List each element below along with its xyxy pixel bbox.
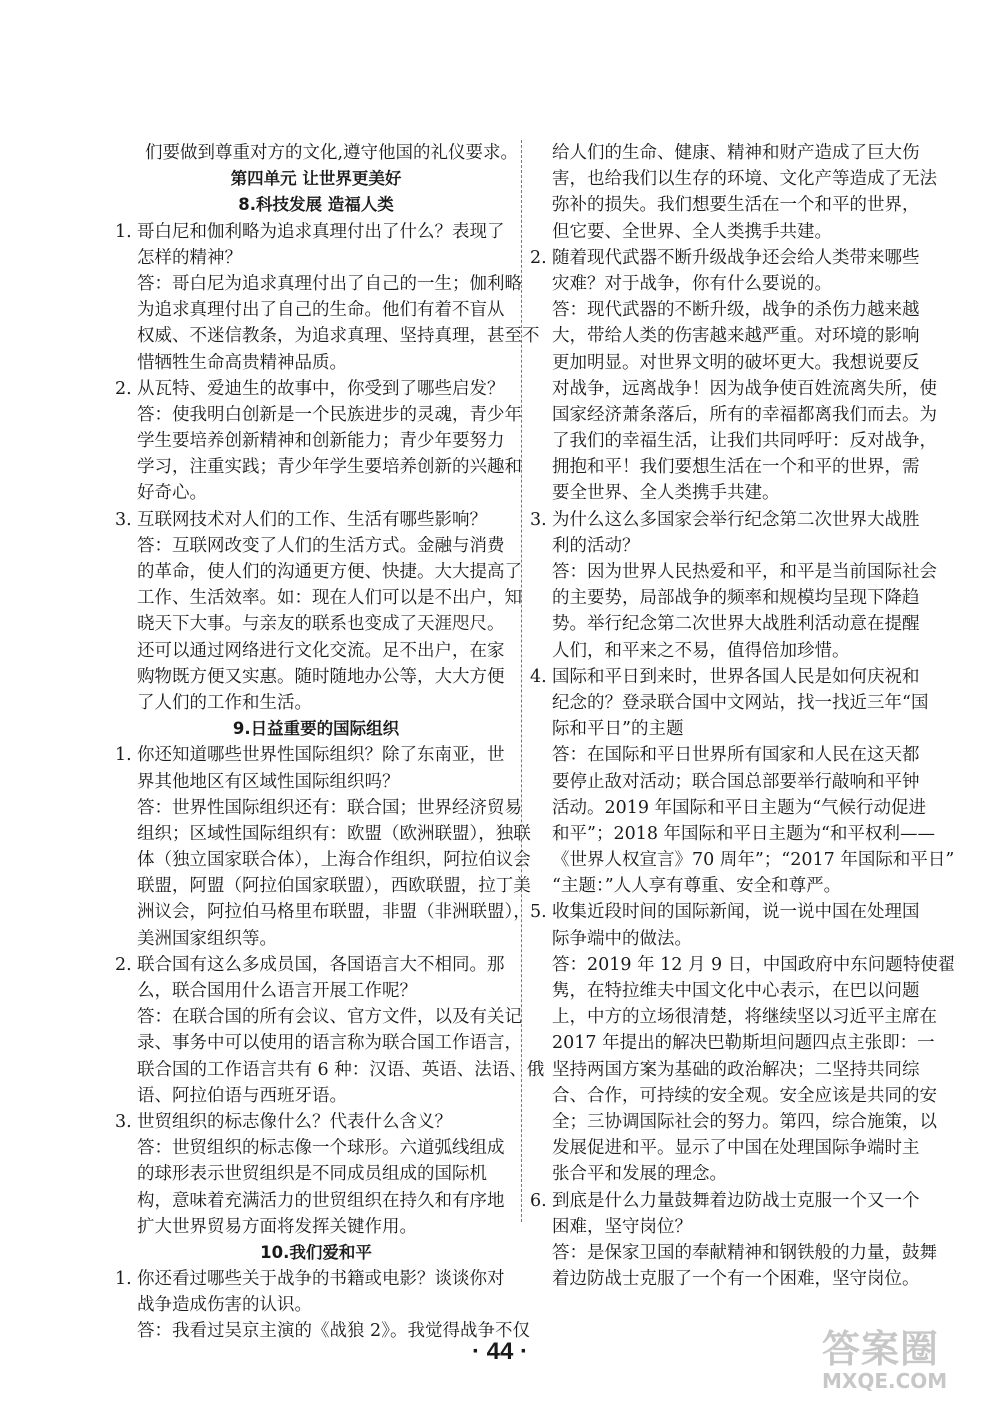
answer-10-4: 答：在国际和平日世界所有国家和人民在这天都 要停止敌对活动；联合国总部要举行敲响和平钟 活动。2019 年国际和平日主题为“气候行动促进 和平”；2018 年国际和平日主题为“和平权利—— 《世界人权宣言》70 周年”；“2017 年国际和平日” “主题：”人人享有尊重、安全和尊严。: [552, 745, 955, 897]
question-10-5: 5. 收集近段时间的国际新闻，说一说中国在处理国 际争端中的做法。: [530, 902, 920, 949]
question-10-1: 1. 你还看过哪些关于战争的书籍或电影？谈谈你对 战争造成伤害的认识。: [115, 1269, 505, 1316]
answer-9-3: 答：世贸组织的标志像一个球形。六道弧线组成 的球形表示世贸组织是不同成员组成的国际机 构，意味着充满活力的世贸组织在持久和有序地 扩大世界贸易方面将发挥关键作用。: [137, 1138, 505, 1237]
answer-8-1: 答：哥白尼为追求真理付出了自己的一生；伽利略 为追求真理付出了自己的生命。他们有着不盲从 权威、不迷信教条，为追求真理、坚持真理，甚至不 惜牺牲生命高贵精神品质。: [137, 273, 540, 373]
answer-9-2: 答：在联合国的所有会议、官方文件，以及有关记 录、事务中可以使用的语言称为联合国工作语言， 联合国的工作语言共有 6 种：汉语、英语、法语、俄 语、阿拉伯语与西班牙语。: [137, 1007, 545, 1106]
answer-8-3: 答：互联网改变了人们的生活方式。金融与消费 的革命，使人们的沟通更方便、快捷。大大提高了 工作、生活效率。如：现在人们可以是不出户，知 晓天下大事。与亲友的联系也变成了天涯咫尺。 还可以通过网络进行文化交流。足不出户，在家 购物既方便又实惠。随时随地办公等，大大方便 了人们的工作和生活。: [137, 535, 522, 713]
question-10-3: 3. 为什么这么多国家会举行纪念第二次世界大战胜 利的活动？: [530, 509, 920, 556]
answer-10-5: 答：2019 年 12 月 9 日，中国政府中东问题特使翟 隽，在特拉维夫中国文化中心表示，在巴以问题 上，中方的立场很清楚，将继续坚以习近平主席在 2017 年提出的解决巴勒斯坦问题四点主张即：一 坚持两国方案为基础的政治解决；二坚持共同综 合、合作，可持续的安全观。安全应该是共同的安 全；三协调国际社会的努力。第四，综合施策，以 发展促进和平。显示了中国在处理国际争端时主 张合平和发展的理念。: [552, 954, 956, 1185]
question-8-2: 2. 从瓦特、爱迪生的故事中，你受到了哪些启发？: [115, 378, 505, 399]
answer-10-1-continued: 给人们的生命、健康、精神和财产造成了巨大伤 害，也给我们以生存的环境、文化产等造成了无法 弥补的损失。我们想要生活在一个和平的世界， 但它要、全世界、全人类携手共建。: [552, 143, 937, 242]
answer-10-3: 答：因为世界人民热爱和平，和平是当前国际社会 的主要势，局部战争的频率和规模均呈现下降趋 势。举行纪念第二次世界大战胜利活动意在提醒 人们，和平来之不易，值得倍加珍惜。: [552, 562, 937, 661]
answer-10-6: 答：是保家卫国的奉献精神和钢铁般的力量，鼓舞 着边防战士克服了一个有一个困难，坚守岗位。: [552, 1242, 937, 1290]
lesson-8-title: 8.科技发展 造福人类: [238, 195, 394, 215]
question-9-1: 1. 你还知道哪些世界性国际组织？除了东南亚，世 界其他地区有区域性国际组织吗？: [115, 745, 505, 792]
answer-10-2: 答：现代武器的不断升级，战争的杀伤力越来越 大，带给人类的伤害越来越严重。对环境的影响 更加明显。对世界文明的破坏更大。我想说要反 对战争，远离战争！因为战争使百姓流离失所，使 国家经济萧条落后，所有的幸福都离我们而去。为 了我们的幸福生活，让我们共同呼吁：反对战争， 拥抱和平！我们要想生活在一个和平的世界，需 要全世界、全人类携手共建。: [552, 300, 937, 504]
question-10-2: 2. 随着现代武器不断升级战争还会给人类带来哪些 灾难？对于战争，你有什么要说的。: [530, 247, 920, 294]
unit-title: 第四单元 让世界更美好: [230, 169, 402, 189]
question-8-1: 1. 哥白尼和伽利略为追求真理付出了什么？表现了 怎样的精神？: [115, 221, 505, 268]
question-10-4: 4. 国际和平日到来时，世界各国人民是如何庆祝和 纪念的？登录联合国中文网站，找一找近三年“国 际和平日”的主题: [530, 666, 929, 740]
watermark-url: MXQE.COM: [822, 1369, 948, 1393]
page-number: · 44 ·: [471, 1338, 528, 1365]
question-9-2: 2. 联合国有这么多成员国，各国语言大不相同。那 么，联合国用什么语言开展工作呢？: [115, 954, 505, 1002]
lesson-9-title: 9.日益重要的国际组织: [232, 719, 400, 739]
intro-line: 们要做到尊重对方的文化,遵守他国的礼仪要求。: [145, 143, 519, 163]
answer-10-1: 答：我看过吴京主演的《战狼 2》。我觉得战争不仅: [137, 1321, 530, 1342]
question-9-3: 3. 世贸组织的标志像什么？代表什么含义？: [115, 1111, 452, 1132]
question-8-3: 3. 互联网技术对人们的工作、生活有哪些影响？: [115, 509, 487, 530]
answer-9-1: 答：世界性国际组织还有：联合国；世界经济贸易 组织；区域性国际组织有：欧盟（欧洲联盟），独联 体（独立国家联合体），上海合作组织，阿拉伯议会 联盟，阿盟（阿拉伯国家联盟），西欧联盟，拉丁美 洲议会，阿拉伯马格里布联盟，非盟（非洲联盟）， 美洲国家组织等。: [137, 797, 531, 949]
right-column: [530, 140, 956, 1292]
lesson-10-title: 10.我们爱和平: [260, 1242, 372, 1262]
left-column: [115, 140, 545, 1345]
watermark-text: 答案圈: [822, 1327, 940, 1371]
question-10-6: 6. 到底是什么力量鼓舞着边防战士克服一个又一个 困难，坚守岗位？: [530, 1190, 920, 1237]
answer-8-2: 答：使我明白创新是一个民族进步的灵魂，青少年 学生要培养创新精神和创新能力；青少年要努力 学习，注重实践；青少年学生要培养创新的兴趣和 好奇心。: [137, 404, 522, 504]
watermark-logo: [822, 1318, 992, 1396]
